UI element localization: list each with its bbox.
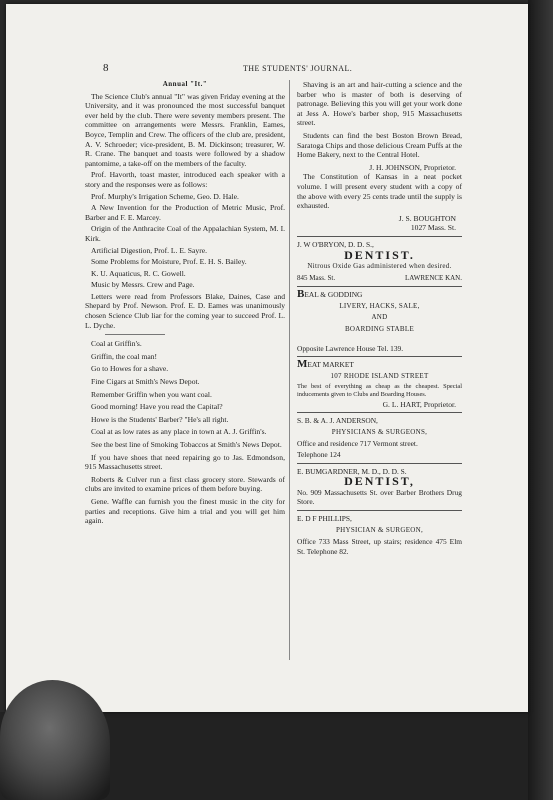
article-paragraph: A New Invention for the Production of Metric Music, Prof. Barber and F. E. Marcey. [85, 203, 285, 222]
article-paragraph: K. U. Aquaticus, R. C. Gowell. [91, 268, 186, 278]
thumb-photo-artifact [0, 680, 110, 800]
notice: Go to Howes for a shave. [91, 364, 169, 374]
ad-city: LAWRENCE KAN. [405, 273, 462, 282]
ad-initial: B [297, 288, 305, 301]
journal-title: THE STUDENTS' JOURNAL. [243, 64, 353, 73]
column-divider [289, 80, 290, 660]
notice: Coal at Griffin's. [91, 339, 142, 349]
notice: Remember Griffin when you want coal. [91, 389, 212, 399]
notice: Griffin, the coal man! [91, 351, 158, 361]
ad-name [297, 290, 462, 300]
notice: Shaving is an art and hair-cutting a science and the barber who is master of both is deserving of patronage. Believing this you will get your work done at Jess A. Howe's barber shop, 915 Massachusetts street. [297, 80, 462, 128]
ad-name: E. D F PHILLIPS, [297, 513, 352, 523]
left-column [85, 80, 285, 529]
notice: If you have shoes that need repairing go to Jas. Edmondson, 915 Massachusetts street. [85, 452, 285, 472]
ad-footer: Opposite Lawrence House Tel. 139. [297, 343, 404, 353]
article-paragraph: The Science Club's annual "It" was given Friday evening at the University, and it was pronounced the most successful banquet ever held by the club. There were seventy members present. The committee on arrangements were Messrs. Franklin, Eames, Boyce, Templin and Crew. The officers of the club are, president, A. V. Schroeder; vice-president, B. M. Dickinson; treasurer, W. R. Crane. The banquet and toasts were followed by a shadow pantomime, a take-off on the members of the faculty. [85, 91, 285, 168]
ad-name: S. B. & A. J. ANDERSON, [297, 416, 378, 426]
notice: Gene. Waffle can furnish you the finest music in the city for parties and receptions. Give him a trial and you will get him again. [85, 496, 285, 526]
ad-name [297, 360, 462, 370]
ad-line: Telephone 124 [297, 450, 341, 459]
notice: Students can find the best Boston Brown Bread, Saratoga Chips and those delicious Cream Puffs at the Home Bakery, next to the Central Hotel. [297, 130, 462, 160]
ad-line: The best of everything as cheap as the cheapest. Special inducements given to Clubs and Boarding Houses. [297, 383, 462, 399]
ad-divider [297, 463, 462, 464]
ad-and: AND [371, 313, 388, 322]
ad-initial: M [297, 358, 308, 371]
notice: Roberts & Culver run a first class grocery store. Stewards of clubs are invited to examine prices of them before buying. [85, 474, 285, 494]
ad-name-rest: EAT MARKET [307, 360, 354, 370]
ad-beal-godding [297, 290, 462, 353]
ad-meat-market [297, 360, 462, 409]
ad-obryon [297, 240, 462, 283]
ad-address: 107 RHODE ISLAND STREET [330, 371, 429, 380]
ad-phillips [297, 514, 462, 556]
notice: See the best line of Smoking Tobaccos at Smith's News Depot. [91, 440, 282, 449]
notice: Coal at as low rates as any place in town at A. J. Griffin's. [91, 427, 267, 437]
article-paragraph: Music by Messrs. Crew and Page. [91, 280, 195, 290]
ad-title: PHYSICIANS & SURGEONS, [331, 427, 428, 436]
right-column [297, 80, 462, 557]
ad-line: Office and residence 717 Vermont street. [297, 439, 418, 449]
article-title: Annual "It." [162, 80, 208, 88]
article-paragraph: Prof. Murphy's Irrigation Scheme, Geo. D. Hale. [91, 191, 239, 201]
article-paragraph: Artificial Digestion, Prof. L. E. Sayre. [91, 245, 207, 255]
ad-line: LIVERY, HACKS, SALE, [339, 301, 420, 310]
ad-proprietor: G. L. HART, Proprietor. [382, 399, 456, 409]
ad-name: J. W O'BRYON, D. D. S., [297, 239, 374, 249]
notice: Good morning! Have you read the Capital? [91, 402, 223, 412]
ad-line: BOARDING STABLE [344, 325, 415, 334]
article-paragraph: Origin of the Anthracite Coal of the Appalachian System, M. I. Kirk. [85, 224, 285, 243]
ad-divider [297, 510, 462, 511]
page-header [103, 62, 553, 76]
article-paragraph: Letters were read from Professors Blake, Daines, Case and Shepard by Prof. Newson. Prof. E. D. Eames was unanimously chosen Science Club liar for the coming year to succeed Prof. L. L. Dyche. [85, 291, 285, 330]
notice: Howe is the Students' Barber? "He's all right. [91, 414, 229, 424]
ad-address-row [297, 274, 462, 284]
article-paragraph: Prof. Havorth, toast master, introduced each speaker with a story and the responses were as follows: [85, 170, 285, 189]
constitution-signature-name: J. S. BOUGHTON [398, 213, 456, 223]
ad-anderson [297, 416, 462, 459]
ad-divider [297, 286, 462, 287]
ad-divider [297, 236, 462, 237]
ad-name-rest: EAL & GODDING [304, 290, 363, 300]
ad-line: No. 909 Massachusetts St. over Barber Brothers Drug Store. [297, 487, 462, 507]
ad-divider [297, 356, 462, 357]
constitution-signature-address: 1027 Mass. St. [410, 223, 456, 233]
ad-title: PHYSICIAN & SURGEON, [335, 525, 424, 534]
section-separator [105, 334, 165, 335]
ad-divider [297, 412, 462, 413]
binding-edge [528, 0, 553, 800]
ad-name: E. BUMGARDNER, M. D., D. D. S. [297, 466, 407, 476]
ad-line: Nitrous Oxide Gas administered when desired. [307, 262, 452, 271]
bakery-signature: J. H. JOHNSON, Proprietor. [369, 162, 456, 172]
article-paragraph: Some Problems for Moisture, Prof. E. H. S. Bailey. [91, 257, 247, 267]
ad-bumgardner [297, 467, 462, 507]
page-number: 8 [103, 62, 109, 74]
ad-title: DENTIST. [344, 247, 415, 262]
notice: The Constitution of Kansas in a neat pocket volume. I will present every student with a copy of the above with every 25 cents trade until the supply is exhausted. [297, 172, 462, 211]
ad-title: DENTIST, [344, 474, 415, 489]
notice: Fine Cigars at Smith's News Depot. [91, 377, 200, 387]
ad-line: Office 733 Mass Street, up stairs; residence 475 Elm St. Telephone 82. [297, 537, 462, 556]
ad-address: 845 Mass. St. [297, 273, 336, 282]
